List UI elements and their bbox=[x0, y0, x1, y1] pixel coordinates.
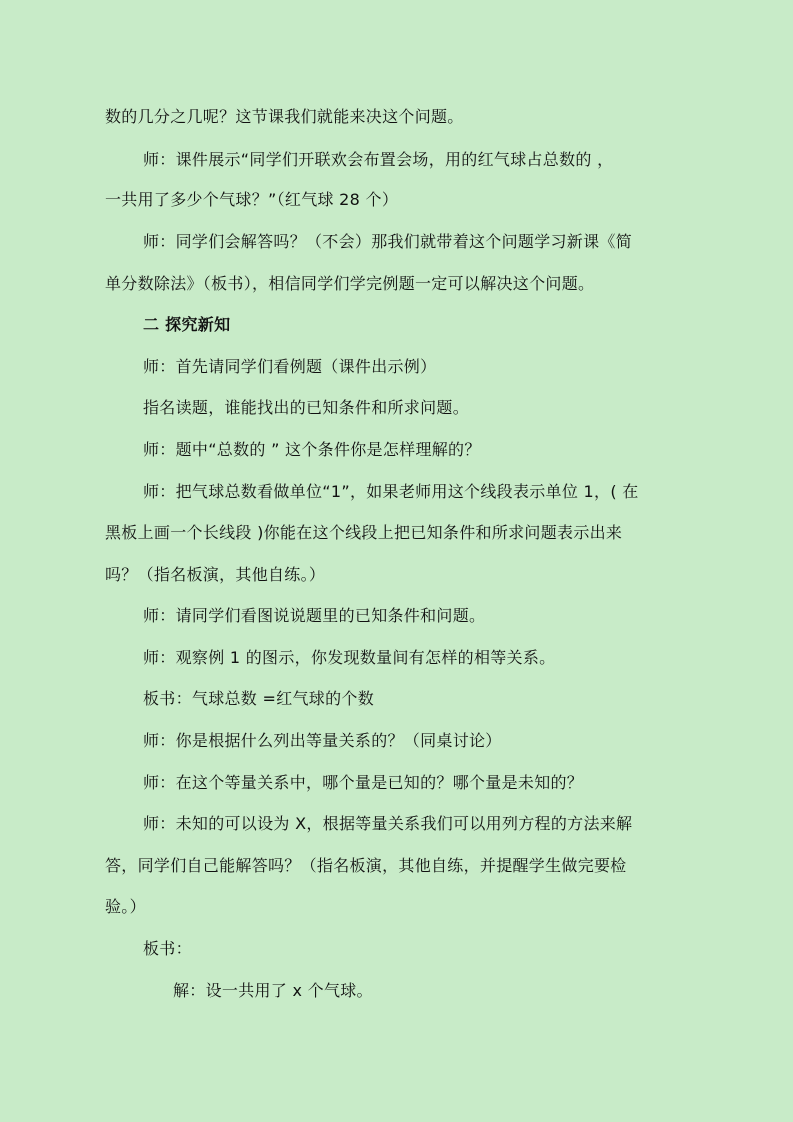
paragraph-line-10: 师：把气球总数看做单位“1”，如果老师用这个线段表示单位 1，( 在 bbox=[143, 482, 639, 501]
paragraph-line-11: 黑板上画一个长线段 )你能在这个线段上把已知条件和所求问题表示出来 bbox=[105, 523, 623, 542]
section-heading: 二 探究新知 bbox=[143, 315, 231, 334]
paragraph-line-15: 板书：气球总数 =红气球的个数 bbox=[143, 689, 374, 708]
paragraph-line-14: 师：观察例 1 的图示，你发现数量间有怎样的相等关系。 bbox=[143, 648, 556, 667]
paragraph-line-5: 单分数除法》（板书），相信同学们学完例题一定可以解决这个问题。 bbox=[105, 274, 595, 293]
paragraph-line-4: 师：同学们会解答吗？（不会）那我们就带着这个问题学习新课《简 bbox=[143, 232, 633, 251]
paragraph-line-2: 师：课件展示“同学们开联欢会布置会场，用的红气球占总数的 ， bbox=[143, 150, 614, 169]
paragraph-line-17: 师：在这个等量关系中，哪个量是已知的？哪个量是未知的？ bbox=[143, 773, 584, 792]
paragraph-line-22: 解：设一共用了 x 个气球。 bbox=[173, 981, 373, 1000]
paragraph-line-18: 师：未知的可以设为 X，根据等量关系我们可以用列方程的方法来解 bbox=[143, 814, 633, 833]
paragraph-line-12: 吗？（指名板演，其他自练。） bbox=[105, 565, 326, 584]
paragraph-line-8: 指名读题，谁能找出的已知条件和所求问题。 bbox=[143, 398, 470, 417]
paragraph-line-16: 师：你是根据什么列出等量关系的？（同桌讨论） bbox=[143, 731, 502, 750]
paragraph-line-21: 板书： bbox=[143, 939, 192, 958]
paragraph-line-1: 数的几分之几呢？这节课我们就能来决这个问题。 bbox=[105, 107, 464, 126]
paragraph-line-13: 师：请同学们看图说说题里的已知条件和问题。 bbox=[143, 606, 486, 625]
paragraph-line-19: 答，同学们自己能解答吗？（指名板演，其他自练，并提醒学生做完要检 bbox=[105, 856, 627, 875]
paragraph-line-7: 师：首先请同学们看例题（课件出示例） bbox=[143, 357, 437, 376]
paragraph-line-9: 师：题中“总数的 ” 这个条件你是怎样理解的？ bbox=[143, 440, 481, 459]
paragraph-line-20: 验。） bbox=[105, 897, 146, 916]
paragraph-line-3: 一共用了多少个气球？”（红气球 28 个） bbox=[105, 190, 399, 209]
